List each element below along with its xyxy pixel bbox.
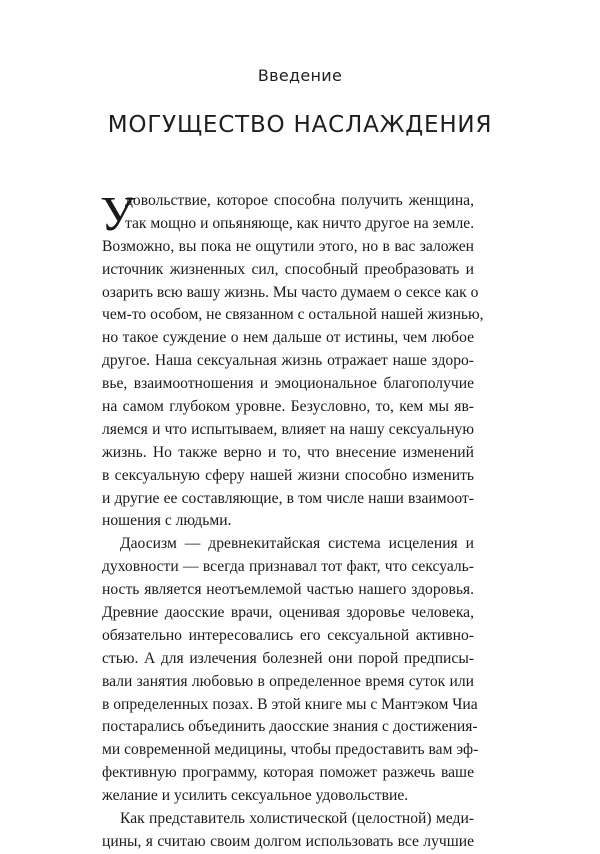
paragraph bbox=[100, 186, 484, 533]
text-line: Даосизм — древнекитайская система исцеления и bbox=[120, 535, 474, 553]
drop-cap: У bbox=[100, 186, 135, 241]
paragraph bbox=[102, 808, 474, 854]
text-line: ляемся и что испытываем, влияет на нашу сексуальную bbox=[102, 420, 474, 438]
body-text bbox=[100, 186, 484, 854]
text-line: но такое суждение о нем дальше от истины, чем любое bbox=[102, 329, 474, 347]
text-line: источник жизненных сил, способный преобразовать и bbox=[102, 260, 474, 278]
text-line: Как представитель холистической (целостной) меди- bbox=[120, 810, 474, 828]
text-line: фективную программу, которая поможет разжечь ваше bbox=[102, 764, 474, 782]
text-line: ми современной медицины, чтобы предоставить вам эф- bbox=[102, 741, 479, 759]
text-line: постарались объединить даосские знания с достижения- bbox=[102, 718, 478, 736]
text-line: Возможно, вы пока не ощутили этого, но в вас заложен bbox=[102, 237, 474, 255]
text-line: другое. Наша сексуальная жизнь отражает наше здоро- bbox=[102, 352, 474, 370]
text-line: в определенных позах. В этой книге мы с Мантэком Чиа bbox=[102, 695, 478, 713]
text-line: Древние даосские врачи, оценивая здоровье человека, bbox=[102, 604, 474, 622]
text-line: ность является неотъемлемой частью нашего здоровья. bbox=[102, 581, 474, 599]
chapter-title: МОГУЩЕСТВО НАСЛАЖДЕНИЯ bbox=[107, 112, 493, 138]
text-line: духовности — всегда признавал тот факт, что сексуаль- bbox=[102, 558, 474, 576]
paragraph bbox=[102, 533, 479, 808]
text-line: озарить всю вашу жизнь. Мы часто думаем о сексе как о bbox=[102, 283, 479, 301]
text-line: цины, я считаю своим долгом использовать все лучшие bbox=[102, 832, 474, 850]
text-line: стью. А для излечения болезней они порой предписы- bbox=[102, 649, 474, 667]
text-line: желание и усилить сексуальное удовольствие. bbox=[102, 787, 409, 805]
text-line: и другие ее составляющие, в том числе наши взаимоот- bbox=[102, 489, 474, 507]
text-line: на самом глубоком уровне. Безусловно, то, кем мы яв- bbox=[102, 398, 474, 416]
text-line: так мощно и опьяняюще, как ничто другое на земле. bbox=[125, 214, 475, 232]
text-line: довольствие, которое способна получить женщина, bbox=[125, 192, 474, 209]
text-line: обязательно интересовались его сексуальной активно- bbox=[102, 626, 474, 644]
text-line: жизнь. Но также верно и то, что внесение изменений bbox=[102, 443, 474, 461]
text-line: вье, взаимоотношения и эмоциональное благополучие bbox=[102, 375, 474, 393]
text-line: ношения с людьми. bbox=[102, 512, 232, 530]
section-label: Введение bbox=[257, 66, 343, 85]
text-line: вали занятия любовью в определенное время суток или bbox=[102, 672, 474, 690]
text-line: чем-то особом, не связанном с остальной нашей жизнью, bbox=[102, 306, 484, 324]
text-line: в сексуальную сферу нашей жизни способно изменить bbox=[102, 466, 474, 484]
